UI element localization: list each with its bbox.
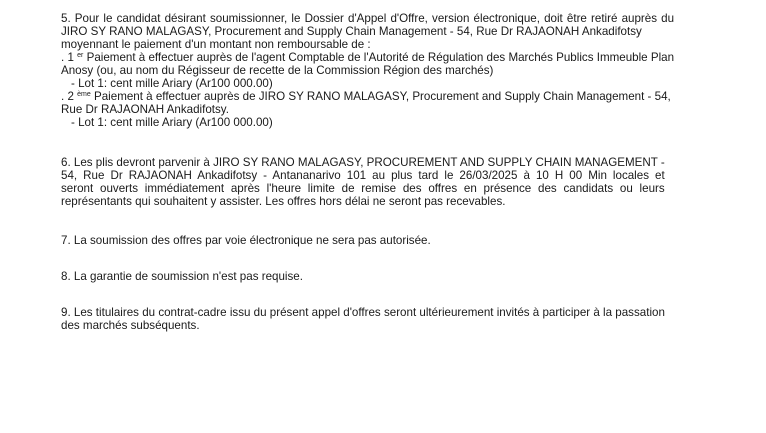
paragraph-5-line-2: JIRO SY RANO MALAGASY, Procurement and Supply Chain Management - 54, Rue Dr RAJAONAH Ankadifotsy [61, 25, 642, 38]
payment-1-text: Paiement à effectuer auprès de l'agent Comptable de l'Autorité de Régulation des Marchés Publics Immeuble Plan [86, 51, 675, 64]
paragraph-5 [61, 12, 674, 129]
payment-1-line [61, 51, 674, 64]
paragraph-9-line-1: 9. Les titulaires du contrat-cadre issu du présent appel d'offres seront ultérieurement invités à participer à la passation [61, 306, 665, 319]
paragraph-5-line-1: 5. Pour le candidat désirant soumissionner, le Dossier d'Appel d'Offre, version électronique, doit être retiré auprès du [61, 12, 675, 25]
paragraph-7-text: 7. La soumission des offres par voie électronique ne sera pas autorisée. [61, 234, 431, 247]
payment-2-line [61, 90, 674, 103]
paragraph-6-line-3: seront ouverts immédiatement après l'heure limite de remise des offres en présence des candidats ou leurs [61, 182, 665, 195]
payment-2-text: Paiement à effectuer auprès de JIRO SY RANO MALAGASY, Procurement and Supply Chain Management - 54, [93, 90, 671, 103]
payment-1-number: . 1 [61, 51, 74, 64]
paragraph-7 [61, 234, 431, 247]
paragraph-9 [61, 306, 665, 332]
paragraph-5-line-3: moyennant le paiement d'un montant non remboursable de : [61, 38, 371, 51]
paragraph-8 [61, 270, 303, 283]
payment-1-continuation: Anosy (ou, au nom du Régisseur de recette de la Commission Région des marchés) [61, 64, 494, 77]
payment-2-continuation: Rue Dr RAJAONAH Ankadifotsy. [61, 103, 229, 116]
paragraph-6 [61, 156, 665, 208]
paragraph-6-line-4: représentants qui souhaitent y assister. Les offres hors délai ne seront pas recevables. [61, 195, 506, 208]
payment-1-ordinal: er [77, 52, 84, 59]
paragraph-8-text: 8. La garantie de soumission n'est pas requise. [61, 270, 303, 283]
paragraph-9-line-2: des marchés subséquents. [61, 319, 200, 332]
payment-2-ordinal: ème [77, 91, 91, 98]
payment-1-lot: - Lot 1: cent mille Ariary (Ar100 000.00) [71, 77, 273, 90]
paragraph-6-line-1: 6. Les plis devront parvenir à JIRO SY RANO MALAGASY, PROCUREMENT AND SUPPLY CHAIN MANAGEMENT - [61, 156, 665, 169]
payment-2-number: . 2 [61, 90, 74, 103]
paragraph-6-line-2: 54, Rue Dr RAJAONAH Ankadifotsy - Antananarivo 101 au plus tard le 26/03/2025 à 10 H 00 Min locales et [61, 169, 665, 182]
payment-2-lot: - Lot 1: cent mille Ariary (Ar100 000.00) [71, 116, 273, 129]
